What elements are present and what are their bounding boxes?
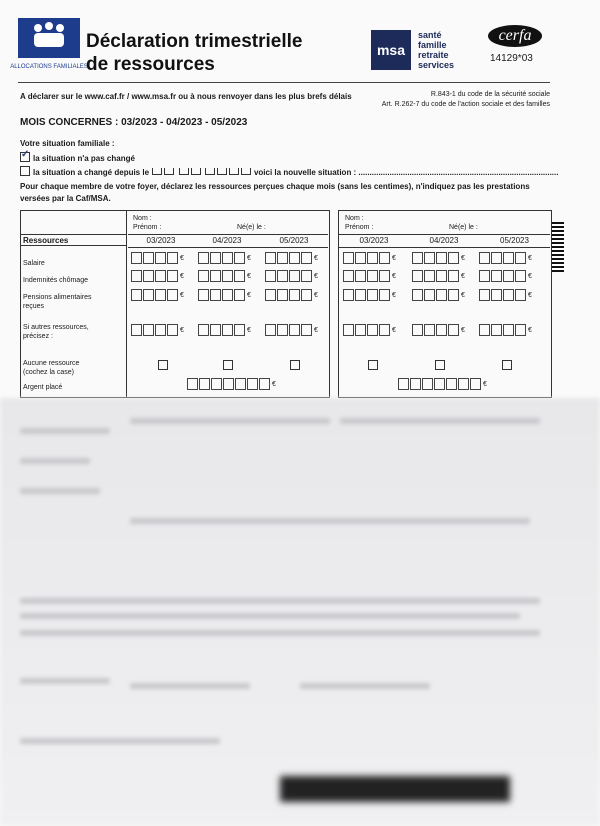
months-title: MOIS CONCERNES : 03/2023 - 04/2023 - 05/2023 bbox=[20, 117, 248, 128]
euro-sign: € bbox=[392, 326, 396, 334]
amount-field[interactable] bbox=[343, 252, 396, 264]
amount-field[interactable] bbox=[198, 270, 251, 282]
amount-field[interactable] bbox=[343, 289, 396, 301]
euro-sign: € bbox=[392, 291, 396, 299]
digit-box[interactable] bbox=[198, 252, 209, 264]
digit-box[interactable] bbox=[131, 270, 142, 282]
digit-box[interactable] bbox=[515, 324, 526, 336]
digit-box[interactable] bbox=[436, 289, 447, 301]
euro-sign: € bbox=[180, 326, 184, 334]
digit-box[interactable] bbox=[167, 270, 178, 282]
digit-box[interactable] bbox=[343, 289, 354, 301]
euro-sign: € bbox=[461, 254, 465, 262]
month-header: 03/2023 bbox=[339, 234, 409, 248]
euro-sign: € bbox=[528, 254, 532, 262]
amount-field[interactable] bbox=[198, 252, 251, 264]
digit-box[interactable] bbox=[235, 378, 246, 390]
digit-box[interactable] bbox=[379, 324, 390, 336]
digit-box[interactable] bbox=[398, 378, 409, 390]
msa-word: famille bbox=[418, 40, 447, 50]
digit-box[interactable] bbox=[448, 289, 459, 301]
situation-label: Votre situation familiale : bbox=[20, 139, 115, 148]
no-resource-checkbox[interactable] bbox=[502, 360, 512, 370]
digit-box[interactable] bbox=[222, 252, 233, 264]
digit-box[interactable] bbox=[422, 378, 433, 390]
digit-box[interactable] bbox=[424, 324, 435, 336]
euro-sign: € bbox=[461, 326, 465, 334]
amount-field[interactable] bbox=[265, 252, 318, 264]
digit-box[interactable] bbox=[143, 289, 154, 301]
euro-sign: € bbox=[272, 380, 276, 388]
birthdate-label: Né(e) le : bbox=[449, 224, 478, 231]
digit-box[interactable] bbox=[210, 252, 221, 264]
euro-sign: € bbox=[180, 291, 184, 299]
msa-logo: msa bbox=[371, 30, 411, 70]
no-resource-checkbox[interactable] bbox=[223, 360, 233, 370]
digit-box[interactable] bbox=[479, 289, 490, 301]
digit-box[interactable] bbox=[289, 270, 300, 282]
digit-box[interactable] bbox=[446, 378, 457, 390]
digit-box[interactable] bbox=[491, 252, 502, 264]
amount-field[interactable] bbox=[265, 324, 318, 336]
legal-references bbox=[300, 90, 550, 110]
amount-field[interactable] bbox=[412, 270, 465, 282]
digit-box[interactable] bbox=[491, 270, 502, 282]
row-label-aucune: Aucune ressource (cochez la case) bbox=[23, 360, 80, 376]
digit-box[interactable] bbox=[424, 289, 435, 301]
digit-box[interactable] bbox=[379, 252, 390, 264]
digit-box[interactable] bbox=[131, 289, 142, 301]
digit-box[interactable] bbox=[223, 378, 234, 390]
no-resource-checkbox[interactable] bbox=[368, 360, 378, 370]
digit-box[interactable] bbox=[448, 324, 459, 336]
digit-box[interactable] bbox=[155, 324, 166, 336]
digit-box[interactable] bbox=[448, 252, 459, 264]
digit-box[interactable] bbox=[424, 270, 435, 282]
digit-box[interactable] bbox=[143, 324, 154, 336]
digit-box[interactable] bbox=[355, 324, 366, 336]
digit-box[interactable] bbox=[379, 289, 390, 301]
month-header: 03/2023 bbox=[128, 234, 194, 248]
euro-sign: € bbox=[314, 272, 318, 280]
amount-field[interactable] bbox=[412, 324, 465, 336]
nom-label: Nom : bbox=[133, 215, 152, 222]
amount-field[interactable] bbox=[265, 270, 318, 282]
euro-sign: € bbox=[461, 272, 465, 280]
euro-sign: € bbox=[528, 272, 532, 280]
digit-box[interactable] bbox=[187, 378, 198, 390]
amount-field[interactable] bbox=[131, 289, 184, 301]
digit-box[interactable] bbox=[343, 324, 354, 336]
digit-box[interactable] bbox=[289, 252, 300, 264]
digit-box[interactable] bbox=[503, 324, 514, 336]
digit-box[interactable] bbox=[259, 378, 270, 390]
month-header: 05/2023 bbox=[479, 234, 550, 248]
amount-field[interactable] bbox=[412, 252, 465, 264]
amount-field[interactable] bbox=[131, 324, 184, 336]
amount-field[interactable] bbox=[131, 270, 184, 282]
nom-label: Nom : bbox=[345, 215, 364, 222]
euro-sign: € bbox=[528, 291, 532, 299]
digit-box[interactable] bbox=[379, 270, 390, 282]
digit-box[interactable] bbox=[143, 252, 154, 264]
header-divider bbox=[18, 82, 550, 83]
digit-box[interactable] bbox=[143, 270, 154, 282]
digit-box[interactable] bbox=[198, 324, 209, 336]
month-header: 04/2023 bbox=[194, 234, 260, 248]
amount-field[interactable] bbox=[479, 289, 532, 301]
euro-sign: € bbox=[247, 326, 251, 334]
digit-box[interactable] bbox=[479, 270, 490, 282]
digit-box[interactable] bbox=[247, 378, 258, 390]
barcode bbox=[552, 222, 564, 272]
digit-box[interactable] bbox=[234, 252, 245, 264]
no-resource-checkbox[interactable] bbox=[290, 360, 300, 370]
month-header: 05/2023 bbox=[260, 234, 328, 248]
digit-box[interactable] bbox=[503, 289, 514, 301]
digit-box[interactable] bbox=[424, 252, 435, 264]
digit-box[interactable] bbox=[301, 252, 312, 264]
digit-box[interactable] bbox=[448, 270, 459, 282]
member-note: Pour chaque membre de votre foyer, déclarez les ressources perçues chaque mois (sans les centimes), n'indiquez pas les prestations versées par la Caf/MSA. bbox=[20, 182, 530, 203]
msa-word: services bbox=[418, 60, 455, 70]
digit-box[interactable] bbox=[355, 289, 366, 301]
send-instructions: A déclarer sur le www.caf.fr / www.msa.fr ou à nous renvoyer dans les plus brefs délais bbox=[20, 92, 352, 101]
euro-sign: € bbox=[483, 380, 487, 388]
digit-box[interactable] bbox=[265, 252, 276, 264]
digit-box[interactable] bbox=[367, 270, 378, 282]
digit-box[interactable] bbox=[222, 289, 233, 301]
digit-box[interactable] bbox=[436, 324, 447, 336]
amount-field[interactable] bbox=[412, 289, 465, 301]
digit-box[interactable] bbox=[458, 378, 469, 390]
digit-box[interactable] bbox=[167, 289, 178, 301]
amount-field[interactable] bbox=[479, 324, 532, 336]
euro-sign: € bbox=[528, 326, 532, 334]
digit-box[interactable] bbox=[155, 289, 166, 301]
date-field[interactable] bbox=[151, 168, 251, 177]
digit-box[interactable] bbox=[198, 270, 209, 282]
digit-box[interactable] bbox=[210, 289, 221, 301]
euro-sign: € bbox=[392, 254, 396, 262]
digit-box[interactable] bbox=[265, 270, 276, 282]
amount-field[interactable] bbox=[343, 324, 396, 336]
cerfa-logo: cerfa bbox=[488, 25, 542, 47]
digit-box[interactable] bbox=[479, 252, 490, 264]
digit-box[interactable] bbox=[412, 270, 423, 282]
amount-field[interactable] bbox=[198, 324, 251, 336]
digit-box[interactable] bbox=[503, 252, 514, 264]
row-label-autres: Si autres ressources, précisez : bbox=[23, 324, 89, 340]
digit-box[interactable] bbox=[234, 324, 245, 336]
digit-box[interactable] bbox=[515, 270, 526, 282]
form-title bbox=[86, 30, 302, 76]
digit-box[interactable] bbox=[167, 324, 178, 336]
situation-changed-suffix: voici la nouvelle situation : .......................................................................................... bbox=[253, 168, 559, 177]
digit-box[interactable] bbox=[277, 289, 288, 301]
row-label-salaire: Salaire bbox=[23, 260, 45, 267]
digit-box[interactable] bbox=[199, 378, 210, 390]
situation-changed-option[interactable] bbox=[20, 166, 558, 177]
digit-box[interactable] bbox=[412, 289, 423, 301]
euro-sign: € bbox=[247, 291, 251, 299]
euro-sign: € bbox=[314, 291, 318, 299]
month-header: 04/2023 bbox=[409, 234, 479, 248]
row-label-pensions: Pensions alimentaires reçues bbox=[23, 294, 92, 310]
prenom-label: Prénom : bbox=[133, 224, 162, 231]
digit-box[interactable] bbox=[367, 252, 378, 264]
legal-reference: R.843-1 du code de la sécurité sociale bbox=[430, 91, 550, 98]
digit-box[interactable] bbox=[289, 289, 300, 301]
digit-box[interactable] bbox=[301, 324, 312, 336]
digit-box[interactable] bbox=[491, 324, 502, 336]
digit-box[interactable] bbox=[234, 270, 245, 282]
situation-unchanged-label: la situation n'a pas changé bbox=[33, 154, 135, 163]
resources-header: Ressources bbox=[20, 234, 126, 246]
blurred-section bbox=[0, 398, 600, 826]
digit-box[interactable] bbox=[367, 324, 378, 336]
situation-unchanged-checkbox[interactable] bbox=[20, 152, 30, 162]
digit-box[interactable] bbox=[479, 324, 490, 336]
legal-reference: Art. R.262-7 du code de l'action sociale et des familles bbox=[381, 101, 550, 108]
digit-box[interactable] bbox=[210, 324, 221, 336]
title-line-1: Déclaration trimestrielle bbox=[86, 31, 303, 52]
euro-sign: € bbox=[247, 254, 251, 262]
digit-box[interactable] bbox=[265, 324, 276, 336]
amount-field[interactable] bbox=[479, 252, 532, 264]
situation-changed-prefix: la situation a changé depuis le bbox=[33, 168, 150, 177]
amount-field[interactable] bbox=[198, 289, 251, 301]
euro-sign: € bbox=[180, 254, 184, 262]
digit-box[interactable] bbox=[410, 378, 421, 390]
row-label-argent: Argent placé bbox=[23, 384, 63, 391]
no-resource-checkbox[interactable] bbox=[435, 360, 445, 370]
digit-box[interactable] bbox=[198, 289, 209, 301]
euro-sign: € bbox=[461, 291, 465, 299]
digit-box[interactable] bbox=[211, 378, 222, 390]
digit-box[interactable] bbox=[222, 270, 233, 282]
msa-words bbox=[418, 30, 454, 70]
digit-box[interactable] bbox=[301, 289, 312, 301]
digit-box[interactable] bbox=[503, 270, 514, 282]
digit-box[interactable] bbox=[515, 289, 526, 301]
digit-box[interactable] bbox=[265, 289, 276, 301]
digit-box[interactable] bbox=[155, 270, 166, 282]
row-label-chomage: Indemnités chômage bbox=[23, 277, 88, 284]
title-line-2: de ressources bbox=[86, 54, 215, 75]
digit-box[interactable] bbox=[131, 252, 142, 264]
digit-box[interactable] bbox=[412, 252, 423, 264]
amount-field[interactable] bbox=[265, 289, 318, 301]
euro-sign: € bbox=[180, 272, 184, 280]
digit-box[interactable] bbox=[470, 378, 481, 390]
amount-field[interactable] bbox=[398, 378, 487, 390]
euro-sign: € bbox=[392, 272, 396, 280]
digit-box[interactable] bbox=[234, 289, 245, 301]
amount-field[interactable] bbox=[343, 270, 396, 282]
digit-box[interactable] bbox=[277, 270, 288, 282]
caf-logo-text: ALLOCATIONS FAMILIALES bbox=[10, 64, 88, 70]
msa-word: retraite bbox=[418, 50, 449, 60]
prenom-label: Prénom : bbox=[345, 224, 374, 231]
euro-sign: € bbox=[314, 254, 318, 262]
cerfa-number: 14129*03 bbox=[490, 53, 533, 64]
digit-box[interactable] bbox=[412, 324, 423, 336]
digit-box[interactable] bbox=[491, 289, 502, 301]
caf-logo bbox=[10, 18, 88, 80]
amount-field[interactable] bbox=[187, 378, 276, 390]
digit-box[interactable] bbox=[210, 270, 221, 282]
situation-changed-checkbox[interactable] bbox=[20, 166, 30, 176]
euro-sign: € bbox=[314, 326, 318, 334]
digit-box[interactable] bbox=[277, 324, 288, 336]
digit-box[interactable] bbox=[343, 252, 354, 264]
birthdate-label: Né(e) le : bbox=[237, 224, 266, 231]
digit-box[interactable] bbox=[222, 324, 233, 336]
digit-box[interactable] bbox=[131, 324, 142, 336]
digit-box[interactable] bbox=[434, 378, 445, 390]
digit-box[interactable] bbox=[343, 270, 354, 282]
digit-box[interactable] bbox=[355, 270, 366, 282]
no-resource-checkbox[interactable] bbox=[158, 360, 168, 370]
digit-box[interactable] bbox=[367, 289, 378, 301]
amount-field[interactable] bbox=[479, 270, 532, 282]
msa-word: santé bbox=[418, 30, 442, 40]
digit-box[interactable] bbox=[167, 252, 178, 264]
digit-box[interactable] bbox=[515, 252, 526, 264]
amount-field[interactable] bbox=[131, 252, 184, 264]
digit-box[interactable] bbox=[436, 270, 447, 282]
digit-box[interactable] bbox=[155, 252, 166, 264]
euro-sign: € bbox=[247, 272, 251, 280]
digit-box[interactable] bbox=[289, 324, 300, 336]
digit-box[interactable] bbox=[277, 252, 288, 264]
digit-box[interactable] bbox=[436, 252, 447, 264]
situation-unchanged-option[interactable] bbox=[20, 152, 135, 163]
digit-box[interactable] bbox=[301, 270, 312, 282]
digit-box[interactable] bbox=[355, 252, 366, 264]
